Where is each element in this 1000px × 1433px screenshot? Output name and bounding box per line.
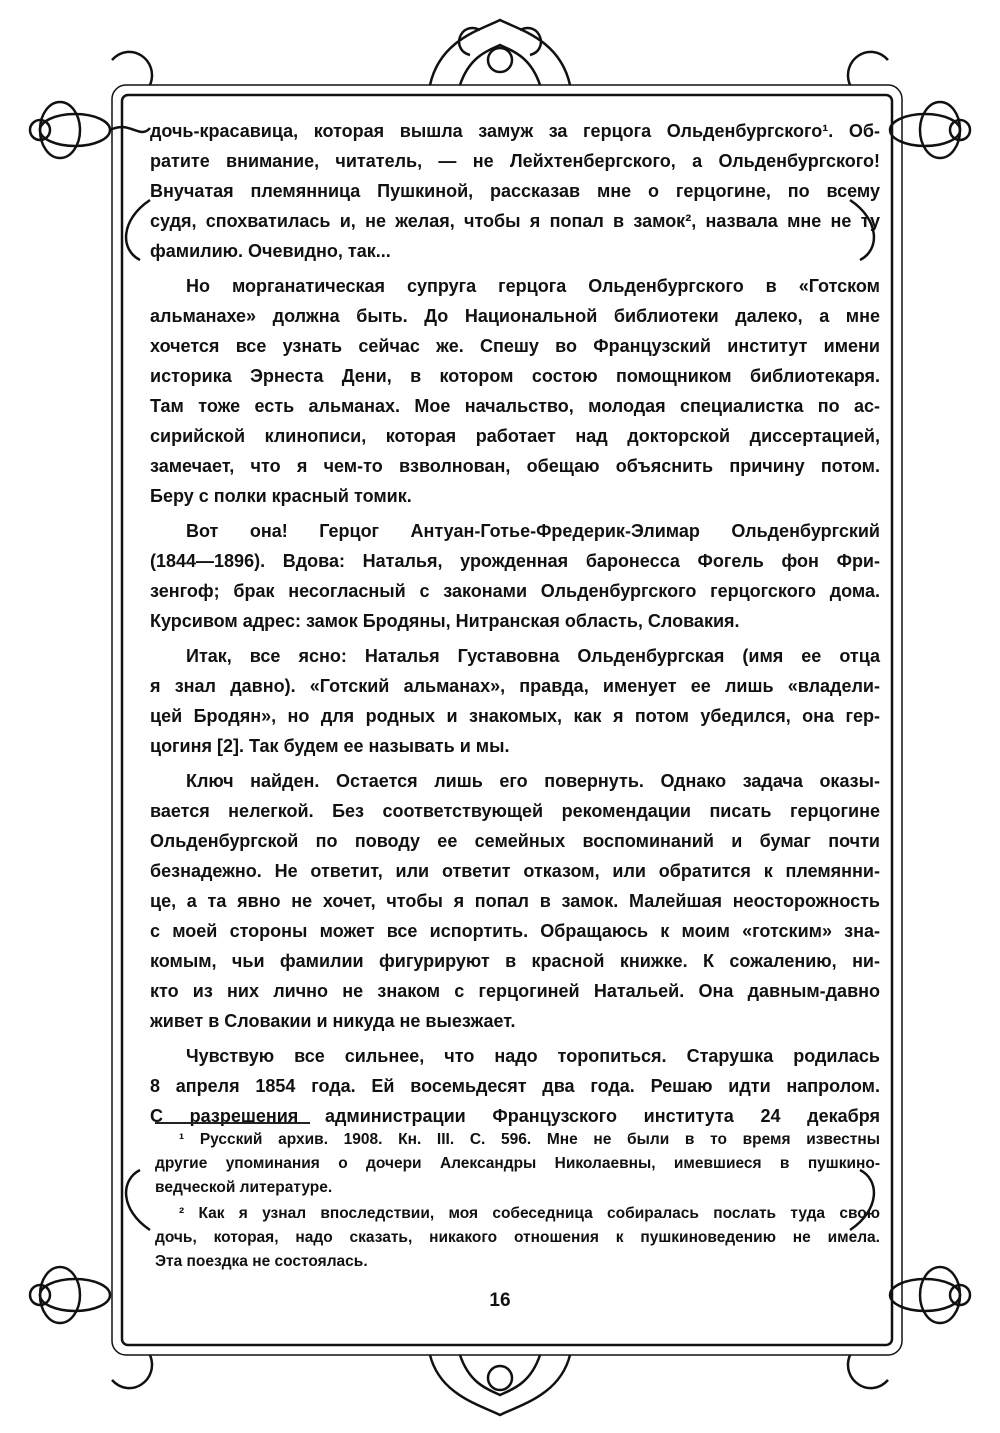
text-line: судя, спохватилась и, не желая, чтобы я попал в замок², назвала мне не ту (150, 211, 880, 231)
footnote-1 (155, 1128, 880, 1200)
footnote-2 (155, 1202, 880, 1274)
text-line: Но морганатическая супруга герцога Ольденбургского в «Готском (186, 276, 880, 296)
text-line: цогиня [2]. Так будем ее называть и мы. (150, 736, 510, 756)
text-line: историка Эрнеста Дени, в котором состою помощником библиотекаря. (150, 366, 880, 386)
footnote-line: ¹ Русский архив. 1908. Кн. III. С. 596. Мне не были в то время известны (179, 1131, 880, 1148)
text-line: кто из них лично не знаком с герцогиней Натальей. Она давным-давно (150, 981, 880, 1001)
text-line: 8 апреля 1854 года. Ей восемьдесят два года. Решаю идти напролом. (150, 1076, 880, 1096)
text-line: С разрешения администрации Французского института 24 декабря (150, 1106, 880, 1126)
text-line: безнадежно. Не ответит, или ответит отказом, или обратится к племянни- (150, 861, 880, 881)
text-line: Вот она! Герцог Антуан-Готье-Фредерик-Элимар Ольденбургский (186, 521, 880, 541)
footnote-separator (155, 1122, 310, 1124)
footnote-line: дочь, которая, надо сказать, никакого отношения к пушкиноведению не имела. (155, 1229, 880, 1246)
text-line: сирийской клинописи, которая работает над докторской диссертацией, (150, 426, 880, 446)
paragraph (150, 516, 880, 636)
main-text (150, 116, 880, 1136)
text-line: хочется все узнать сейчас же. Спешу во Французский институт имени (150, 336, 880, 356)
text-line: ратите внимание, читатель, — не Лейхтенбергского, а Ольденбургского! (150, 151, 880, 171)
footnotes (155, 1128, 880, 1276)
text-line: я знал давно). «Готский альманах», правда, именует ее лишь «владели- (150, 676, 880, 696)
paragraph (150, 766, 880, 1036)
text-line: Итак, все ясно: Наталья Густавовна Ольденбургская (имя ее отца (186, 646, 880, 666)
paragraph (150, 641, 880, 761)
text-line: альманахе» должна быть. До Национальной библиотеки далеко, а мне (150, 306, 880, 326)
footnote-line: другие упоминания о дочери Александры Николаевны, имевшиеся в пушкино- (155, 1155, 880, 1172)
text-line: Курсивом адрес: замок Бродяны, Нитранская область, Словакия. (150, 611, 740, 631)
text-line: (1844—1896). Вдова: Наталья, урожденная баронесса Фогель фон Фри- (150, 551, 880, 571)
text-line: фамилию. Очевидно, так... (150, 241, 391, 261)
page-number: 16 (489, 1290, 511, 1311)
footnote-line: Эта поездка не состоялась. (155, 1253, 368, 1270)
text-line: Там тоже есть альманах. Мое начальство, молодая специалистка по ас- (150, 396, 880, 416)
text-line: с моей стороны может все испортить. Обращаюсь к моим «готским» зна- (150, 921, 880, 941)
text-line: Беру с полки красный томик. (150, 486, 412, 506)
text-line: живет в Словакии и никуда не выезжает. (150, 1011, 516, 1031)
text-line: вается нелегкой. Без соответствующей рекомендации писать герцогине (150, 801, 880, 821)
text-line: це, а та явно не хочет, чтобы я попал в замок. Малейшая неосторожность (150, 891, 880, 911)
text-line: Ключ найден. Остается лишь его повернуть. Однако задача оказы- (186, 771, 880, 791)
text-line: дочь-красавица, которая вышла замуж за герцога Ольденбургского¹. Об- (150, 121, 880, 141)
text-line: Внучатая племянница Пушкиной, рассказав мне о герцогине, по всему (150, 181, 880, 201)
text-line: Чувствую все сильнее, что надо торопиться. Старушка родилась (186, 1046, 880, 1066)
text-line: цей Бродян», но для родных и знакомых, как я потом убедился, она гер- (150, 706, 880, 726)
footnote-line: ведческой литературе. (155, 1179, 333, 1196)
text-line: Ольденбургской по поводу ее семейных воспоминаний и бумаг почти (150, 831, 880, 851)
paragraph (150, 116, 880, 266)
text-line: зенгоф; брак несогласный с законами Ольденбургского герцогского дома. (150, 581, 880, 601)
footnote-line: ² Как я узнал впоследствии, моя собеседница собиралась послать туда свою (179, 1205, 880, 1222)
paragraph (150, 1041, 880, 1131)
text-line: замечает, что я чем-то взволнован, обещаю объяснить причину потом. (150, 456, 880, 476)
text-line: комым, чьи фамилии фигурируют в красной книжке. К сожалению, ни- (150, 951, 880, 971)
paragraph (150, 271, 880, 511)
